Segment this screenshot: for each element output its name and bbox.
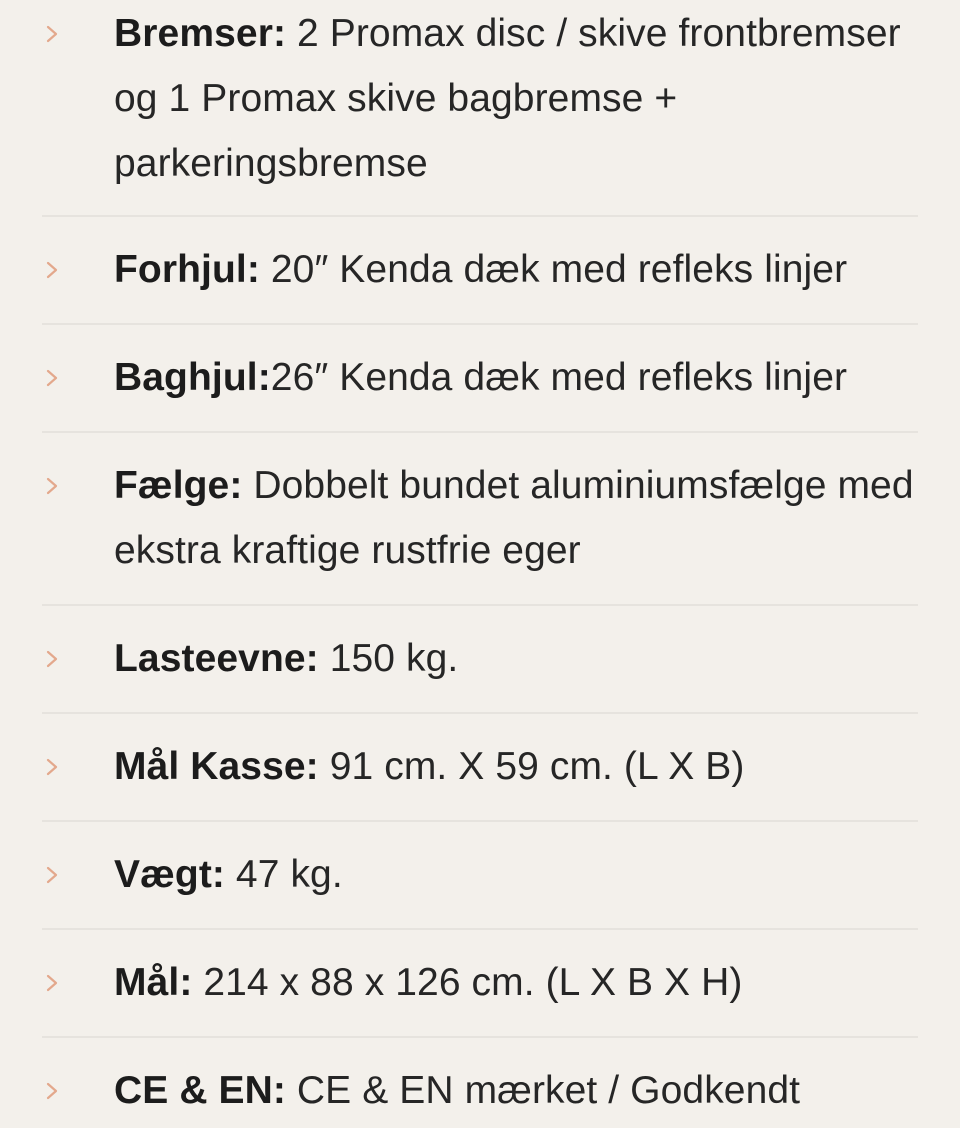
spec-text	[114, 1058, 918, 1123]
spec-label: Mål Kasse:	[114, 745, 319, 788]
spec-label: CE & EN:	[114, 1069, 286, 1112]
chevron-right-icon	[42, 476, 62, 496]
spec-item-load-capacity	[42, 606, 918, 714]
spec-text	[114, 453, 918, 583]
spec-text	[114, 1, 918, 196]
spec-label: Lasteevne:	[114, 637, 319, 680]
spec-text	[114, 950, 918, 1015]
spec-text	[114, 345, 918, 410]
chevron-right-icon	[42, 757, 62, 777]
spec-value: 2 Promax disc / skive frontbremser og 1 Promax skive bagbremse + parkeringsbremse	[114, 12, 901, 185]
spec-item-dimensions	[42, 930, 918, 1038]
spec-label: Vægt:	[114, 853, 225, 896]
spec-text	[114, 842, 918, 907]
spec-text	[114, 734, 918, 799]
spec-label: Bremser:	[114, 12, 287, 55]
spec-item-box-dimensions	[42, 714, 918, 822]
spec-item-front-wheel	[42, 217, 918, 325]
spec-item-rims	[42, 433, 918, 606]
spec-value: 26″ Kenda dæk med refleks linjer	[270, 356, 848, 399]
chevron-right-icon	[42, 368, 62, 388]
spec-text	[114, 237, 918, 302]
spec-value: 20″ Kenda dæk med refleks linjer	[259, 248, 848, 291]
spec-value: 47 kg.	[225, 853, 343, 896]
spec-label: Mål:	[114, 961, 193, 1004]
spec-label: Fælge:	[114, 464, 243, 507]
spec-item-rear-wheel	[42, 325, 918, 433]
spec-item-brakes	[42, 0, 918, 217]
spec-value: CE & EN mærket / Godkendt	[285, 1069, 801, 1112]
spec-label: Baghjul:	[114, 356, 271, 399]
spec-value: 91 cm. X 59 cm. (L X B)	[318, 745, 745, 788]
spec-value: Dobbelt bundet aluminiumsfælge med ekstra kraftige rustfrie eger	[114, 464, 914, 572]
spec-item-weight	[42, 822, 918, 930]
chevron-right-icon	[42, 260, 62, 280]
spec-text	[114, 626, 918, 691]
spec-list	[42, 0, 918, 1128]
spec-item-certification	[42, 1038, 918, 1128]
chevron-right-icon	[42, 865, 62, 885]
spec-label: Forhjul:	[114, 248, 260, 291]
chevron-right-icon	[42, 649, 62, 669]
chevron-right-icon	[42, 1081, 62, 1101]
chevron-right-icon	[42, 973, 62, 993]
spec-value: 150 kg.	[318, 637, 459, 680]
chevron-right-icon	[42, 24, 62, 44]
spec-value: 214 x 88 x 126 cm. (L X B X H)	[192, 961, 743, 1004]
